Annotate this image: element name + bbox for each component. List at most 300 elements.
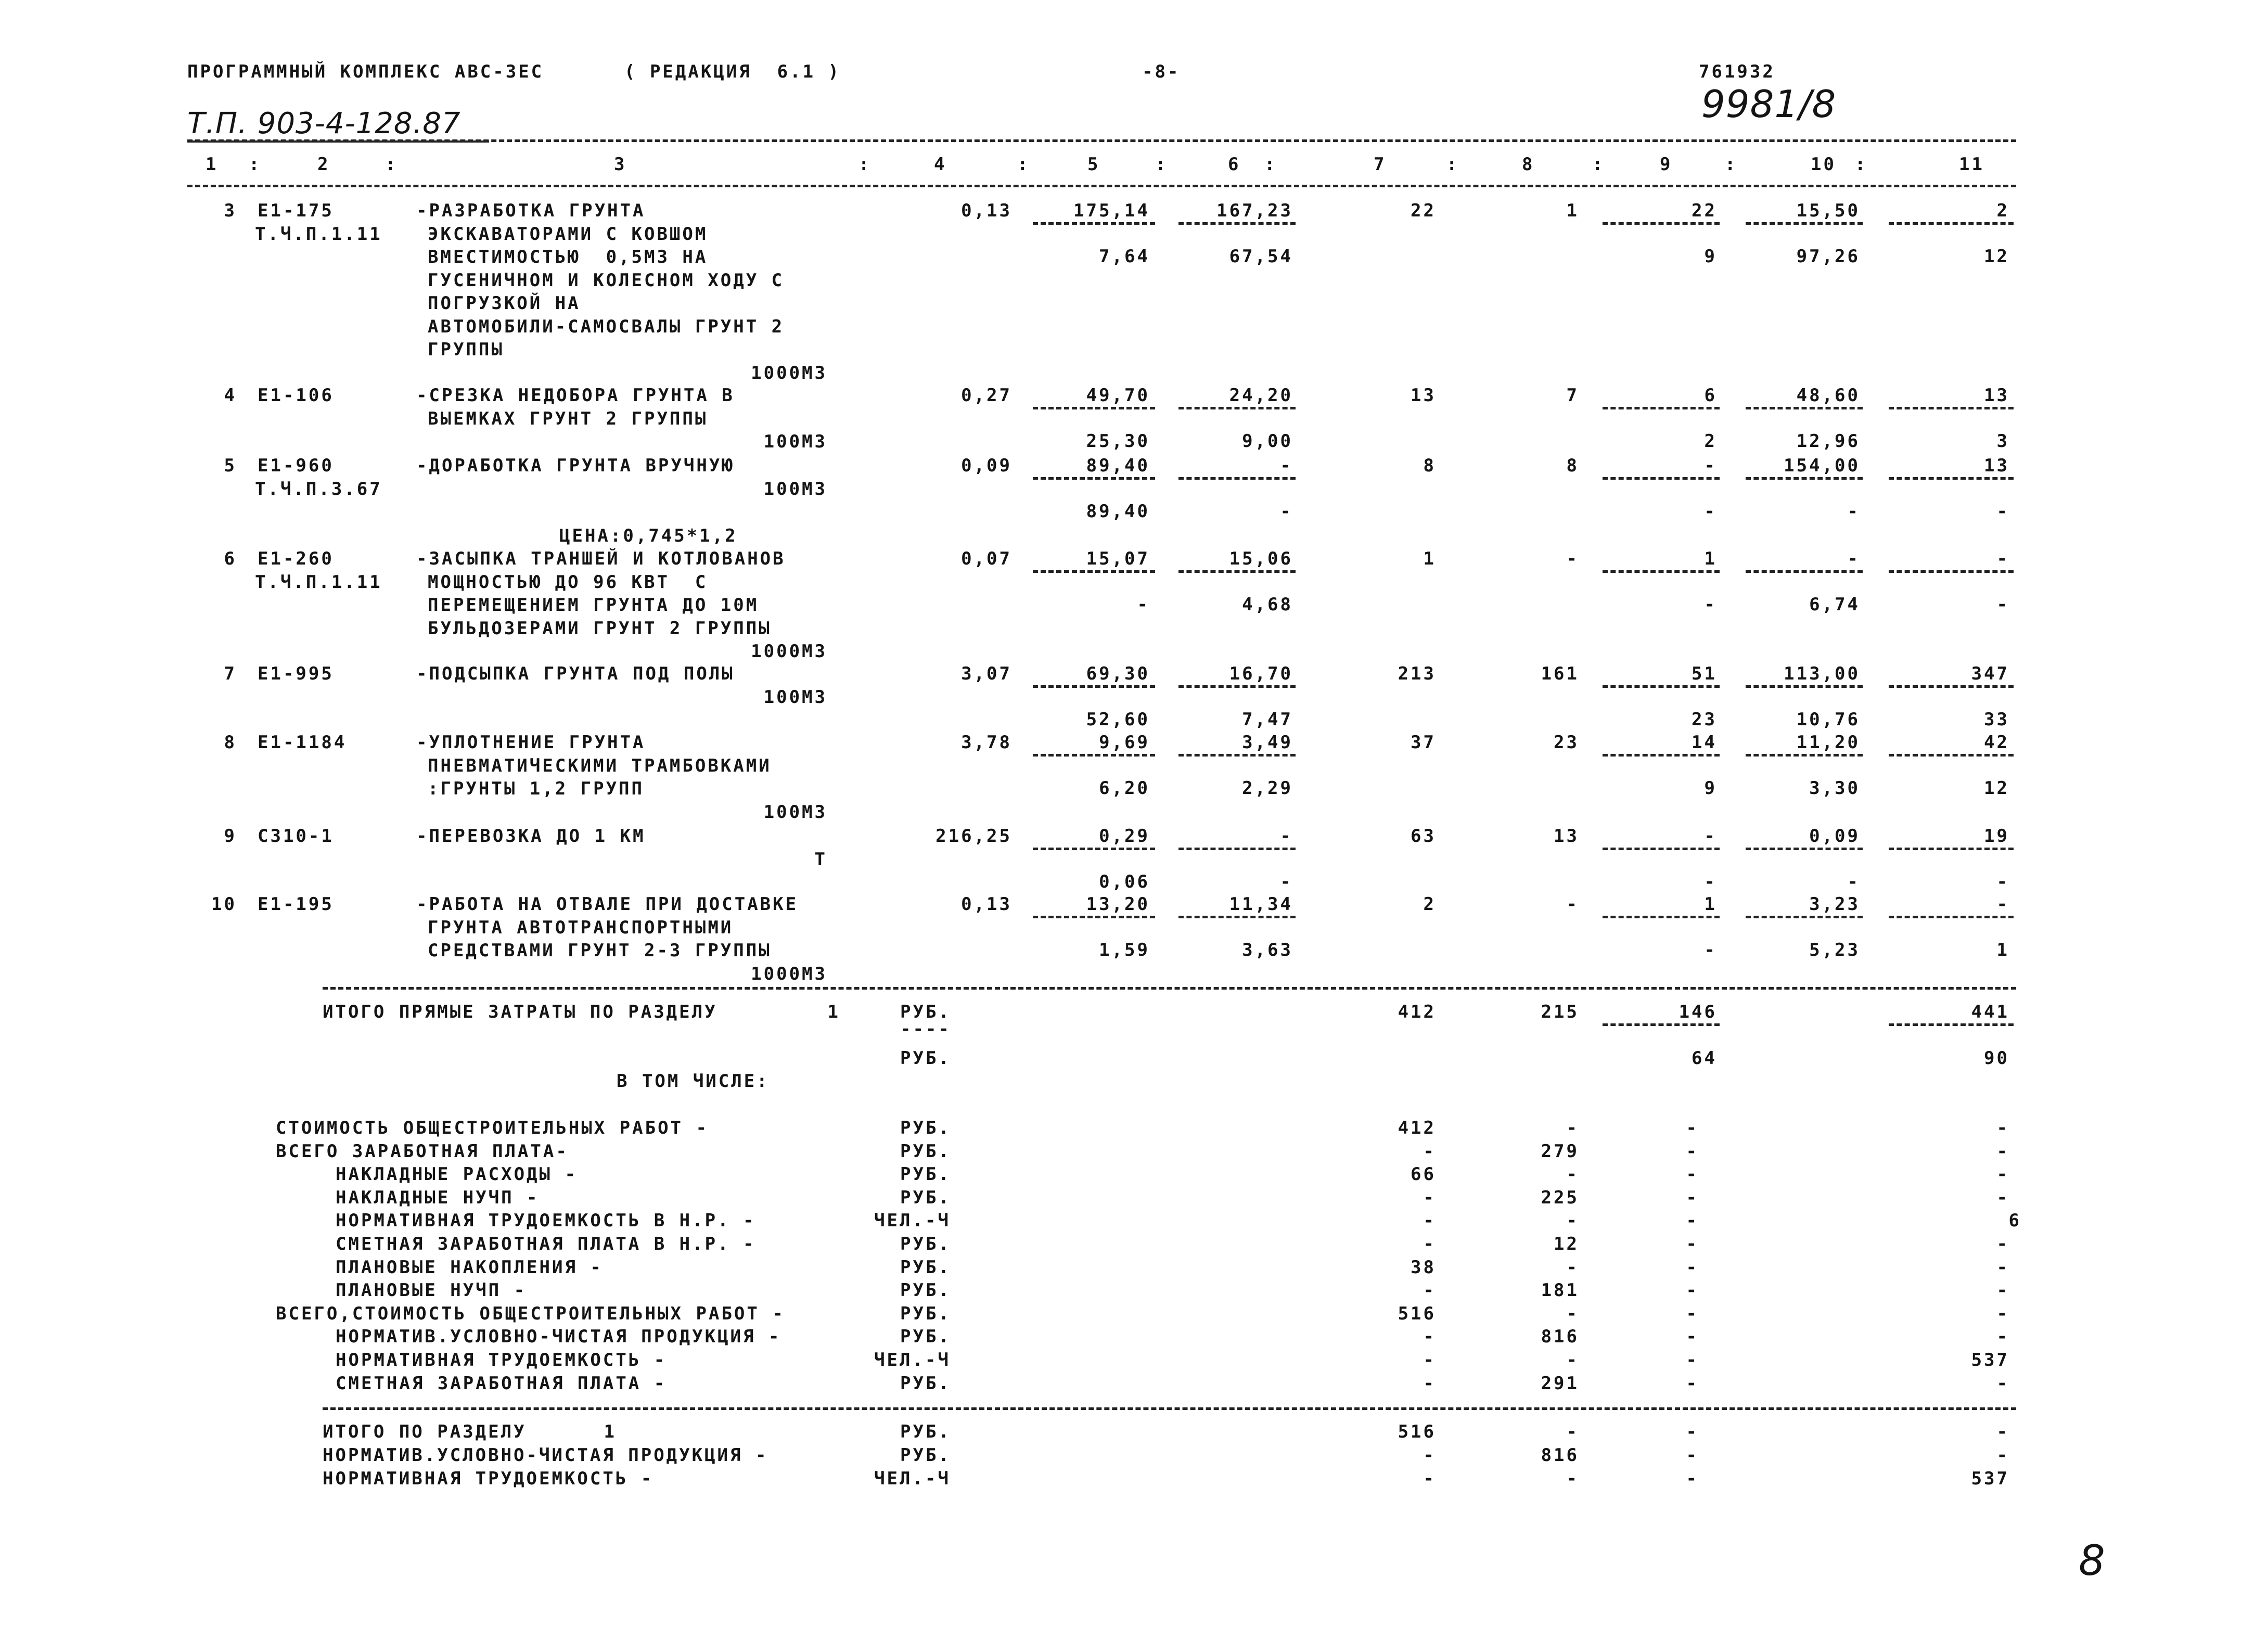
entry-value-c11: - (1996, 894, 2009, 915)
summary-c8: 816 (1541, 1326, 1579, 1348)
entry-value-c5: 9,69 (1099, 732, 1150, 753)
summary-label: СМЕТНАЯ ЗАРАБОТНАЯ ПЛАТА - (336, 1373, 667, 1394)
section-total-c7: - (1423, 1445, 1436, 1466)
entry-value-c11: 42 (1984, 732, 2009, 753)
summary-c11: - (1996, 1140, 2009, 1162)
entry-value2-c5: 7,64 (1099, 246, 1150, 267)
section-total-c8: - (1566, 1468, 1579, 1489)
entry-value2-c10: - (1847, 501, 1860, 522)
entry-subrule (1746, 685, 1863, 688)
entry-subrule (1746, 570, 1863, 573)
summary-c9: - (1686, 1350, 1699, 1370)
entry-code: Е1-106 (258, 385, 334, 406)
entry-subrule (1746, 754, 1863, 757)
entry-subrule (1178, 916, 1296, 918)
header-rule-bottom (187, 185, 2016, 187)
entry-unit: Т (814, 849, 827, 870)
total-direct-c11b: 90 (1984, 1048, 2009, 1069)
entry-quantity: 0,13 (961, 894, 1012, 915)
entry-unit: 100М3 (763, 431, 827, 452)
summary-c7: 412 (1398, 1118, 1436, 1138)
summary-unit: РУБ. (900, 1140, 951, 1162)
entry-subcode: Т.Ч.П.1.11 (255, 571, 382, 593)
entry-unit: 1000М3 (751, 362, 827, 383)
entry-description-line: ВМЕСТИМОСТЬЮ 0,5М3 НА (428, 247, 708, 267)
entry-value-c5: 15,07 (1086, 548, 1150, 569)
entry-description-line: ПОГРУЗКОЙ НА (428, 293, 581, 314)
column-number: 2 (317, 154, 330, 175)
entry-subrule (1603, 222, 1720, 225)
entry-value-c8: - (1566, 548, 1579, 569)
entry-number: 3 (224, 200, 237, 221)
entry-subrule (1178, 477, 1296, 480)
summary-c11: - (1996, 1280, 2009, 1301)
entry-value-c7: 8 (1423, 455, 1436, 476)
entry-subrule (1178, 685, 1296, 688)
entry-value-c8: - (1566, 894, 1579, 915)
section-total-unit: ЧЕЛ.-Ч (874, 1468, 951, 1489)
entry-subrule (1033, 685, 1155, 688)
entry-number: 10 (211, 894, 237, 915)
summary-c8: - (1566, 1164, 1579, 1185)
entry-value2-c9: 9 (1704, 246, 1717, 267)
including-label: В ТОМ ЧИСЛЕ: (617, 1071, 770, 1092)
entry-value2-c9: - (1704, 940, 1717, 960)
summary-c8: - (1566, 1118, 1579, 1138)
section-total-label: НОРМАТИВ.УСЛОВНО-ЧИСТАЯ ПРОДУКЦИЯ - (323, 1445, 768, 1466)
entry-subrule (1889, 570, 2014, 573)
entry-number: 7 (224, 663, 237, 684)
summary-c8: 279 (1541, 1140, 1579, 1162)
column-number: : (1446, 154, 1459, 175)
entry-description-line: ВЫЕМКАХ ГРУНТ 2 ГРУППЫ (428, 408, 708, 429)
entry-value-c7: 22 (1411, 200, 1436, 221)
entry-value2-c5: - (1137, 594, 1150, 615)
entry-value-c10: 113,00 (1784, 663, 1860, 684)
section-total-rule (323, 1407, 2016, 1410)
summary-c11: - (1996, 1187, 2009, 1208)
summary-c11: - (1996, 1164, 2009, 1185)
program-name: ПРОГРАММНЫЙ КОМПЛЕКС АВС-3ЕС (187, 61, 544, 82)
entry-subrule (1033, 570, 1155, 573)
column-number: 9 (1660, 154, 1673, 175)
entry-value-c10: - (1847, 548, 1860, 569)
entry-value-c11: 347 (1971, 663, 2009, 684)
page-marker: -8- (1142, 61, 1181, 82)
column-number: 6 (1228, 154, 1241, 175)
summary-label: НАКЛАДНЫЕ РАСХОДЫ - (336, 1164, 578, 1185)
entry-subrule (1746, 916, 1863, 918)
entry-code: Е1-195 (258, 894, 334, 915)
entry-description-line: -ЗАСЫПКА ТРАНШЕЙ И КОТЛОВАНОВ (416, 548, 786, 569)
summary-c8: 12 (1554, 1234, 1579, 1254)
entry-subrule (1178, 407, 1296, 409)
summary-c7: - (1423, 1326, 1436, 1348)
entry-value2-c5: 52,60 (1086, 709, 1150, 730)
entry-value-c8: 8 (1566, 455, 1579, 476)
entry-value-c7: 2 (1423, 894, 1436, 915)
entry-value2-c9: 23 (1692, 709, 1717, 730)
column-number: : (1155, 154, 1168, 175)
column-number: : (1592, 154, 1605, 175)
entry-description-line: -РАБОТА НА ОТВАЛЕ ПРИ ДОСТАВКЕ (416, 894, 799, 915)
entry-value2-c5: 25,30 (1086, 431, 1150, 452)
entry-description-line: ГРУППЫ (428, 339, 504, 360)
summary-c11: - (1996, 1326, 2009, 1348)
entry-value-c7: 13 (1411, 385, 1436, 406)
entry-unit: 1000М3 (751, 641, 827, 662)
entry-number: 4 (224, 385, 237, 406)
total-direct-c9: 146 (1678, 1002, 1717, 1022)
entry-value-c10: 48,60 (1796, 385, 1860, 406)
column-number: 11 (1959, 154, 1984, 175)
summary-c7: - (1423, 1350, 1436, 1370)
entry-value-c7: 213 (1398, 663, 1436, 684)
entry-value-c9: 22 (1692, 200, 1717, 221)
entry-subrule (1746, 848, 1863, 850)
summary-c8: - (1566, 1257, 1579, 1278)
entry-value-c9: - (1704, 826, 1717, 847)
summary-label: НОРМАТИВ.УСЛОВНО-ЧИСТАЯ ПРОДУКЦИЯ - (336, 1326, 781, 1348)
total-direct-unit: РУБ. (900, 1002, 951, 1022)
column-number: : (249, 154, 262, 175)
summary-c11: 6 (2008, 1210, 2021, 1232)
entry-description-line: -СРЕЗКА НЕДОБОРА ГРУНТА В (416, 385, 735, 406)
summary-unit: РУБ. (900, 1326, 951, 1348)
entry-subrule (1746, 407, 1863, 409)
summary-unit: РУБ. (900, 1234, 951, 1254)
section-total-unit: РУБ. (900, 1445, 951, 1466)
entry-description-line: АВТОМОБИЛИ-САМОСВАЛЫ ГРУНТ 2 (428, 316, 785, 337)
entry-value-c11: 19 (1984, 826, 2009, 847)
section-total-label: НОРМАТИВНАЯ ТРУДОЕМКОСТЬ - (323, 1468, 654, 1489)
summary-c7: - (1423, 1280, 1436, 1301)
summary-unit: ЧЕЛ.-Ч (874, 1210, 951, 1232)
entry-value2-c11: - (1996, 501, 2009, 522)
summary-label: СМЕТНАЯ ЗАРАБОТНАЯ ПЛАТА В Н.Р. - (336, 1234, 756, 1254)
entry-subrule (1603, 570, 1720, 573)
entry-value-c6: 15,06 (1229, 548, 1293, 569)
entry-value2-c10: 3,30 (1809, 778, 1860, 799)
entry-subrule (1746, 477, 1863, 480)
entry-value-c8: 7 (1566, 385, 1579, 406)
summary-c9: - (1686, 1373, 1699, 1394)
section-total-c8: 816 (1541, 1445, 1579, 1466)
entry-number: 9 (224, 826, 237, 847)
entry-description-line: БУЛЬДОЗЕРАМИ ГРУНТ 2 ГРУППЫ (428, 618, 772, 639)
summary-c9: - (1686, 1257, 1699, 1278)
entry-description-line: ПНЕВМАТИЧЕСКИМИ ТРАМБОВКАМИ (428, 755, 772, 776)
column-number: : (1264, 154, 1277, 175)
entry-value-c5: 0,29 (1099, 826, 1150, 847)
summary-c9: - (1686, 1210, 1699, 1232)
entry-value2-c10: 97,26 (1796, 246, 1860, 267)
entry-value-c5: 175,14 (1073, 200, 1150, 221)
summary-label: ВСЕГО ЗАРАБОТНАЯ ПЛАТА- (276, 1140, 569, 1162)
column-number: : (385, 154, 398, 175)
entry-description-line: МОЩНОСТЬЮ ДО 96 КВТ С (428, 571, 708, 593)
entry-value-c6: - (1280, 455, 1293, 476)
entry-value2-c9: - (1704, 871, 1717, 892)
entry-value2-c6: 3,63 (1242, 940, 1293, 960)
column-number: : (1725, 154, 1738, 175)
entry-value2-c6: 7,47 (1242, 709, 1293, 730)
summary-c9: - (1686, 1326, 1699, 1348)
section-total-c11: 537 (1971, 1468, 2009, 1489)
entry-value-c8: 1 (1566, 200, 1579, 221)
entry-subrule (1178, 222, 1296, 225)
summary-c7: 66 (1411, 1164, 1436, 1185)
entry-value-c5: 89,40 (1086, 455, 1150, 476)
entry-quantity: 0,13 (961, 200, 1012, 221)
entry-value-c10: 154,00 (1784, 455, 1860, 476)
entry-quantity: 3,78 (961, 732, 1012, 753)
summary-c7: 516 (1398, 1303, 1436, 1324)
entry-value-c10: 15,50 (1796, 200, 1860, 221)
entry-value2-c6: 4,68 (1242, 594, 1293, 615)
entry-value2-c11: 1 (1996, 940, 2009, 960)
entry-quantity: 0,27 (961, 385, 1012, 406)
page-number: 8 (2079, 1536, 2106, 1585)
column-number: : (1855, 154, 1868, 175)
entry-subrule (1178, 848, 1296, 850)
summary-c9: - (1686, 1280, 1699, 1301)
summary-c8: - (1566, 1303, 1579, 1324)
entry-unit: 100М3 (763, 801, 827, 823)
entry-description-line: -ДОРАБОТКА ГРУНТА ВРУЧНУЮ (416, 455, 735, 476)
summary-label: НАКЛАДНЫЕ НУЧП - (336, 1187, 540, 1208)
entry-description-line: ГРУНТА АВТОТРАНСПОРТНЫМИ (428, 917, 734, 938)
entry-subrule (1033, 916, 1155, 918)
entry-value-c9: 1 (1704, 894, 1717, 915)
entry-value-c7: 37 (1411, 732, 1436, 753)
edition-label: ( РЕДАКЦИЯ 6.1 ) (624, 61, 841, 82)
entry-subrule (1889, 916, 2014, 918)
section-total-c7: 516 (1398, 1421, 1436, 1442)
summary-unit: РУБ. (900, 1257, 951, 1278)
entry-value2-c6: 2,29 (1242, 778, 1293, 799)
entry-value2-c10: 10,76 (1796, 709, 1860, 730)
total-direct-c9b: 64 (1692, 1048, 1717, 1069)
summary-unit: РУБ. (900, 1280, 951, 1301)
entry-value-c8: 13 (1554, 826, 1579, 847)
summary-label: ПЛАНОВЫЕ НУЧП - (336, 1280, 527, 1301)
summary-unit: РУБ. (900, 1373, 951, 1394)
entry-value2-c10: 5,23 (1809, 940, 1860, 960)
entry-value2-c5: 1,59 (1099, 940, 1150, 960)
entry-value-c5: 69,30 (1086, 663, 1150, 684)
entry-value-c6: 3,49 (1242, 732, 1293, 753)
summary-c9: - (1686, 1234, 1699, 1254)
entry-subrule (1603, 685, 1720, 688)
entry-value-c10: 3,23 (1809, 894, 1860, 915)
summary-unit: РУБ. (900, 1118, 951, 1138)
summary-unit: РУБ. (900, 1164, 951, 1185)
entry-value-c9: 6 (1704, 385, 1717, 406)
section-total-section: 1 (604, 1421, 617, 1442)
entry-value2-c6: - (1280, 501, 1293, 522)
column-number: 4 (934, 154, 947, 175)
entry-value-c9: 1 (1704, 548, 1717, 569)
entry-value-c5: 13,20 (1086, 894, 1150, 915)
summary-label: ВСЕГО,СТОИМОСТЬ ОБЩЕСТРОИТЕЛЬНЫХ РАБОТ - (276, 1303, 785, 1324)
section-total-unit: РУБ. (900, 1421, 951, 1442)
entry-value-c9: - (1704, 455, 1717, 476)
summary-c8: 225 (1541, 1187, 1579, 1208)
entry-subrule (1889, 407, 2014, 409)
entry-value2-c10: - (1847, 871, 1860, 892)
summary-label: НОРМАТИВНАЯ ТРУДОЕМКОСТЬ - (336, 1350, 667, 1370)
entry-value2-c9: 2 (1704, 431, 1717, 452)
summary-c7: - (1423, 1210, 1436, 1232)
summary-c9: - (1686, 1187, 1699, 1208)
section-total-c11: - (1996, 1445, 2009, 1466)
entry-subrule (1033, 222, 1155, 225)
entry-subrule (1603, 848, 1720, 850)
entry-description-line: ГУСЕНИЧНОМ И КОЛЕСНОМ ХОДУ С (428, 270, 785, 291)
entry-subrule (1889, 477, 2014, 480)
summary-c8: 181 (1541, 1280, 1579, 1301)
entry-subcode: Т.Ч.П.3.67 (255, 478, 382, 499)
project-code: Т.П. 903-4-128.87 (187, 107, 461, 140)
entry-subrule (1889, 222, 2014, 225)
column-number: : (858, 154, 872, 175)
total-direct-unit2: РУБ. (900, 1048, 951, 1069)
entry-code: Е1-995 (258, 663, 334, 684)
entry-subrule (1033, 754, 1155, 757)
entry-subrule (1603, 407, 1720, 409)
summary-c11: 537 (1971, 1350, 2009, 1370)
entry-value-c6: 11,34 (1229, 894, 1293, 915)
total-direct-label: ИТОГО ПРЯМЫЕ ЗАТРАТЫ ПО РАЗДЕЛУ (323, 1002, 717, 1022)
summary-label: НОРМАТИВНАЯ ТРУДОЕМКОСТЬ В Н.Р. - (336, 1210, 756, 1232)
entry-value2-c11: - (1996, 594, 2009, 615)
entry-value-c11: 13 (1984, 385, 2009, 406)
summary-c9: - (1686, 1118, 1699, 1138)
summary-label: ПЛАНОВЫЕ НАКОПЛЕНИЯ - (336, 1257, 603, 1278)
summary-c7: - (1423, 1373, 1436, 1394)
entry-value2-c9: 9 (1704, 778, 1717, 799)
entry-number: 8 (224, 732, 237, 753)
total-subrule (1603, 1023, 1720, 1026)
entry-quantity: 216,25 (936, 826, 1012, 847)
entry-quantity: 3,07 (961, 663, 1012, 684)
entry-value-c8: 161 (1541, 663, 1579, 684)
entry-value2-c9: - (1704, 594, 1717, 615)
entry-subrule (1178, 570, 1296, 573)
column-number: 8 (1522, 154, 1535, 175)
entry-subrule (1889, 848, 2014, 850)
column-number: : (1017, 154, 1030, 175)
entry-subrule (1033, 407, 1155, 409)
entry-price-note: ЦЕНА:0,745*1,2 (559, 525, 738, 546)
summary-unit: ЧЕЛ.-Ч (874, 1350, 951, 1370)
total-direct-c7: 412 (1398, 1002, 1436, 1022)
section-total-c9: - (1686, 1468, 1699, 1489)
summary-c8: 291 (1541, 1373, 1579, 1394)
summary-c11: - (1996, 1303, 2009, 1324)
entry-value2-c5: 89,40 (1086, 501, 1150, 522)
entry-subrule (1603, 477, 1720, 480)
total-direct-unit-dashes: ---- (900, 1019, 951, 1040)
totals-rule (323, 987, 2016, 990)
entry-number: 6 (224, 548, 237, 569)
summary-c9: - (1686, 1303, 1699, 1324)
section-total-c8: - (1566, 1421, 1579, 1442)
entry-value2-c11: - (1996, 871, 2009, 892)
entry-subrule (1603, 754, 1720, 757)
column-number: 3 (614, 154, 627, 175)
header-rule-top (187, 139, 2016, 142)
entry-value2-c5: 6,20 (1099, 778, 1150, 799)
entry-value2-c11: 33 (1984, 709, 2009, 730)
total-direct-section: 1 (827, 1002, 840, 1022)
entry-value2-c10: 12,96 (1796, 431, 1860, 452)
entry-subrule (1178, 754, 1296, 757)
column-number: 5 (1087, 154, 1100, 175)
total-direct-c8: 215 (1541, 1002, 1579, 1022)
total-subrule (1889, 1023, 2014, 1026)
entry-subcode: Т.Ч.П.1.11 (255, 223, 382, 245)
column-number: 10 (1811, 154, 1836, 175)
entry-code: Е1-1184 (258, 732, 347, 753)
entry-value-c6: - (1280, 826, 1293, 847)
summary-c9: - (1686, 1164, 1699, 1185)
entry-value2-c9: - (1704, 501, 1717, 522)
section-total-label: ИТОГО ПО РАЗДЕЛУ (323, 1421, 527, 1442)
summary-c11: - (1996, 1373, 2009, 1394)
entry-subrule (1033, 848, 1155, 850)
entry-quantity: 0,07 (961, 548, 1012, 569)
entry-value-c5: 49,70 (1086, 385, 1150, 406)
entry-value2-c5: 0,06 (1099, 871, 1150, 892)
entry-code: Е1-175 (258, 200, 334, 221)
entry-unit: 1000М3 (751, 963, 827, 984)
summary-c7: 38 (1411, 1257, 1436, 1278)
entry-value-c6: 16,70 (1229, 663, 1293, 684)
entry-value2-c6: - (1280, 871, 1293, 892)
entry-unit: 100М3 (763, 478, 827, 499)
entry-value2-c10: 6,74 (1809, 594, 1860, 615)
entry-description-line: -РАЗРАБОТКА ГРУНТА (416, 200, 646, 221)
entry-subrule (1889, 685, 2014, 688)
entry-code: Е1-260 (258, 548, 334, 569)
entry-description-line: -ПОДСЫПКА ГРУНТА ПОД ПОЛЫ (416, 663, 735, 684)
summary-label: СТОИМОСТЬ ОБЩЕСТРОИТЕЛЬНЫХ РАБОТ - (276, 1118, 709, 1138)
section-total-c7: - (1423, 1468, 1436, 1489)
entry-unit: 100М3 (763, 686, 827, 708)
entry-value-c7: 63 (1411, 826, 1436, 847)
summary-c7: - (1423, 1187, 1436, 1208)
section-total-c9: - (1686, 1421, 1699, 1442)
entry-description-line: ЭКСКАВАТОРАМИ С КОВШОМ (428, 223, 708, 245)
entry-number: 5 (224, 455, 237, 476)
entry-value-c10: 11,20 (1796, 732, 1860, 753)
entry-value-c6: 167,23 (1216, 200, 1293, 221)
entry-value-c9: 14 (1692, 732, 1717, 753)
section-total-c9: - (1686, 1445, 1699, 1466)
entry-value-c10: 0,09 (1809, 826, 1860, 847)
document-number: 761932 (1699, 61, 1775, 82)
entry-subrule (1889, 754, 2014, 757)
entry-value-c7: 1 (1423, 548, 1436, 569)
entry-subrule (1603, 916, 1720, 918)
summary-c7: - (1423, 1140, 1436, 1162)
entry-subrule (1033, 477, 1155, 480)
entry-quantity: 0,09 (961, 455, 1012, 476)
entry-description-line: СРЕДСТВАМИ ГРУНТ 2-3 ГРУППЫ (428, 940, 772, 961)
column-number: 7 (1374, 154, 1387, 175)
